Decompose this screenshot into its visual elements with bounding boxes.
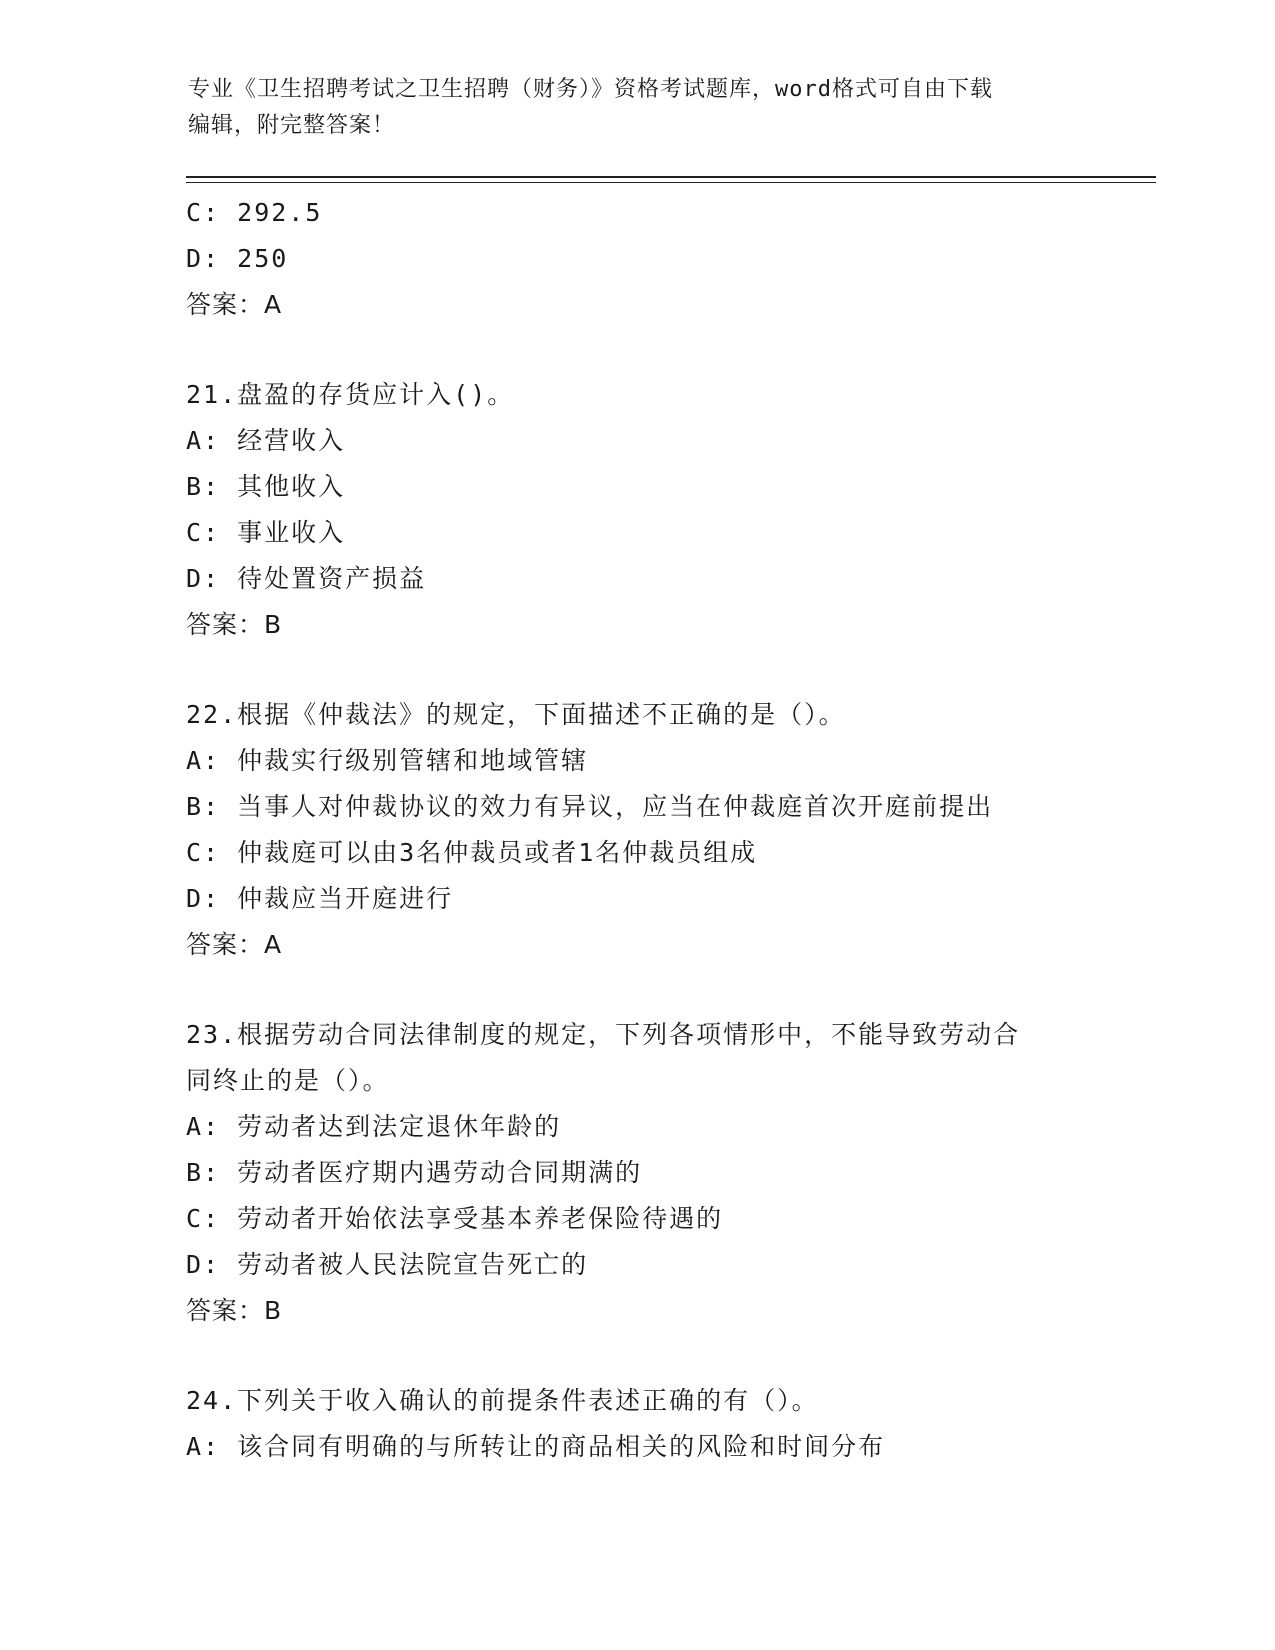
question-stem: 24.下列关于收入确认的前提条件表述正确的有（）。	[186, 1386, 819, 1415]
header-rule-thin	[186, 182, 1156, 183]
option-d: D: 劳动者被人民法院宣告死亡的	[186, 1250, 589, 1279]
answer: 答案：B	[186, 610, 283, 639]
option-a: A: 经营收入	[186, 426, 346, 455]
question-content	[186, 190, 1166, 1470]
option-c: C: 292.5	[186, 198, 323, 227]
option-a: A: 劳动者达到法定退休年龄的	[186, 1112, 562, 1141]
document-header	[188, 72, 1088, 144]
option-c: C: 劳动者开始依法享受基本养老保险待遇的	[186, 1204, 724, 1233]
option-a: A: 仲裁实行级别管辖和地域管辖	[186, 746, 589, 775]
question-stem-line-1: 23.根据劳动合同法律制度的规定，下列各项情形中，不能导致劳动合	[186, 1020, 1021, 1049]
question-23	[186, 1012, 1166, 1334]
question-21	[186, 372, 1166, 648]
question-stem: 22.根据《仲裁法》的规定，下面描述不正确的是（）。	[186, 700, 846, 729]
header-rule-thick	[186, 176, 1156, 178]
option-a: A: 该合同有明确的与所转让的商品相关的风险和时间分布	[186, 1432, 886, 1461]
option-d: D: 待处置资产损益	[186, 564, 427, 593]
question-stem-line-2: 同终止的是（）。	[186, 1066, 390, 1095]
header-line-2: 编辑，附完整答案！	[188, 113, 396, 138]
question-stem: 21.盘盈的存货应计入()。	[186, 380, 515, 409]
option-c: C: 事业收入	[186, 518, 346, 547]
question-24	[186, 1378, 1166, 1470]
option-b: B: 其他收入	[186, 472, 346, 501]
answer: 答案：A	[186, 290, 283, 319]
option-b: B: 当事人对仲裁协议的效力有异议，应当在仲裁庭首次开庭前提出	[186, 792, 994, 821]
option-b: B: 劳动者医疗期内遇劳动合同期满的	[186, 1158, 643, 1187]
question-22	[186, 692, 1166, 968]
header-line-1: 专业《卫生招聘考试之卫生招聘（财务）》资格考试题库，word格式可自由下载	[188, 77, 993, 102]
option-d: D: 250	[186, 244, 289, 273]
option-c: C: 仲裁庭可以由3名仲裁员或者1名仲裁员组成	[186, 838, 758, 867]
option-d: D: 仲裁应当开庭进行	[186, 884, 454, 913]
answer: 答案：A	[186, 930, 283, 959]
previous-question-tail	[186, 190, 1166, 328]
answer: 答案：B	[186, 1296, 283, 1325]
